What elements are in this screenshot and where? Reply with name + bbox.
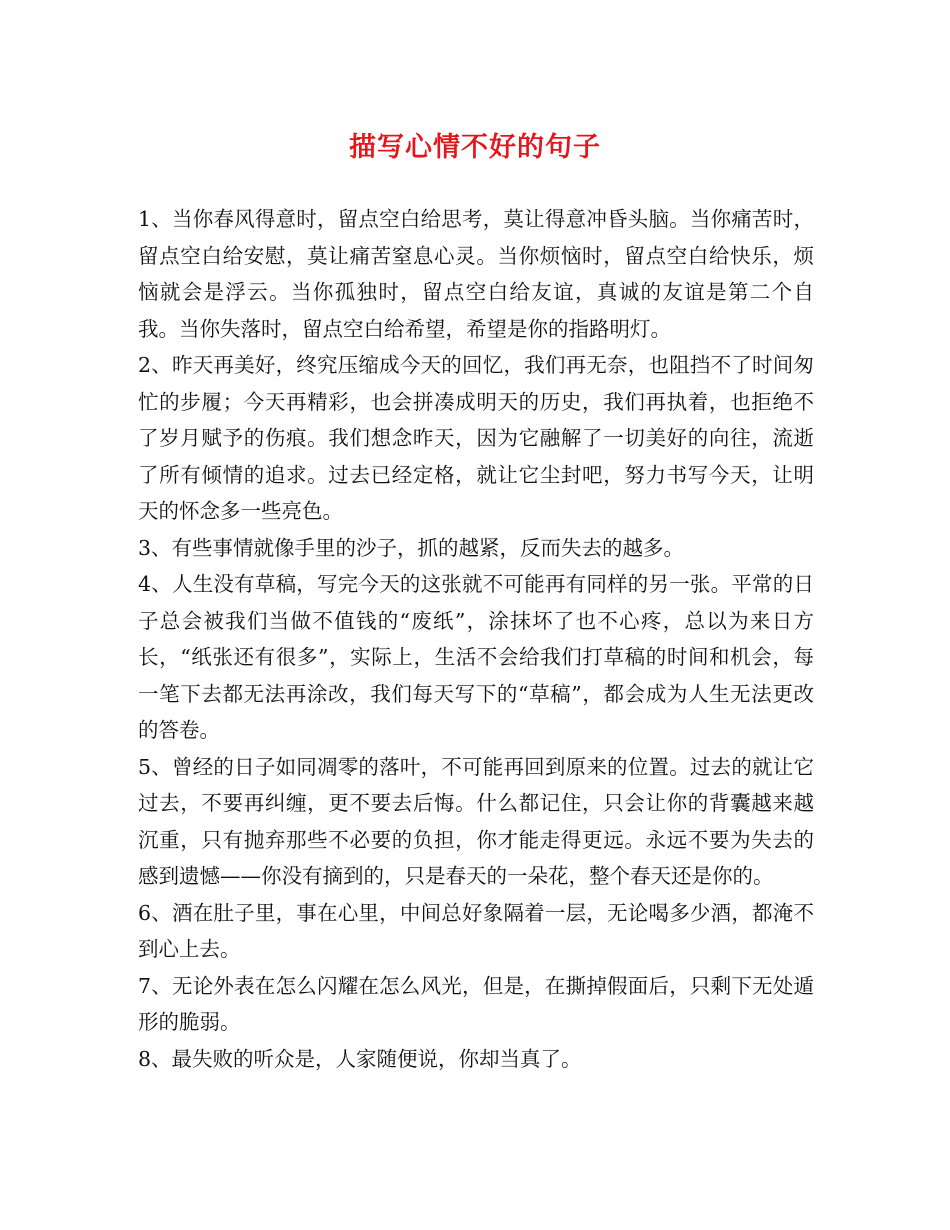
paragraph-8: 8、最失败的听众是，人家随便说，你却当真了。 [138,1046,582,1071]
paragraph-2: 2、昨天再美好，终究压缩成今天的回忆，我们再无奈，也阻挡不了时间匆忙的步履；今天再精彩，也会拼凑成明天的历史，我们再执着，也拒绝不了岁月赋予的伤痕。我们想念昨天，因为它融解了一切美好的向往，流逝了所有倾情的追求。过去已经定格，就让它尘封吧，努力书写今天，让明天的怀念多一些亮色。 [138,353,814,523]
document-body [138,201,814,1077]
paragraph-7: 7、无论外表在怎么闪耀在怎么风光，但是，在撕掉假面后，只剩下无处遁形的脆弱。 [138,973,814,1034]
paragraph-3: 3、有些事情就像手里的沙子，抓的越紧，反而失去的越多。 [138,535,685,560]
page-title: 描写心情不好的句子 [349,132,601,163]
paragraph-6: 6、酒在肚子里，事在心里，中间总好象隔着一层，无论喝多少酒，都淹不到心上去。 [138,900,814,961]
paragraph-4: 4、人生没有草稿，写完今天的这张就不可能再有同样的另一张。平常的日子总会被我们当做不值钱的“废纸”，涂抹坏了也不心疼，总以为来日方长，“纸张还有很多”，实际上，生活不会给我们打草稿的时间和机会，每一笔下去都无法再涂改，我们每天写下的“草稿”，都会成为人生无法更改的答卷。 [138,572,814,742]
paragraph-5: 5、曾经的日子如同凋零的落叶，不可能再回到原来的位置。过去的就让它过去，不要再纠缠，更不要去后悔。什么都记住，只会让你的背囊越来越沉重，只有抛弃那些不必要的负担，你才能走得更远。永远不要为失去的感到遗憾——你没有摘到的，只是春天的一朵花，整个春天还是你的。 [138,754,814,888]
paragraph-1: 1、当你春风得意时，留点空白给思考，莫让得意冲昏头脑。当你痛苦时，留点空白给安慰，莫让痛苦窒息心灵。当你烦恼时，留点空白给快乐，烦恼就会是浮云。当你孤独时，留点空白给友谊，真诚的友谊是第二个自我。当你失落时，留点空白给希望，希望是你的指路明灯。 [138,207,814,341]
